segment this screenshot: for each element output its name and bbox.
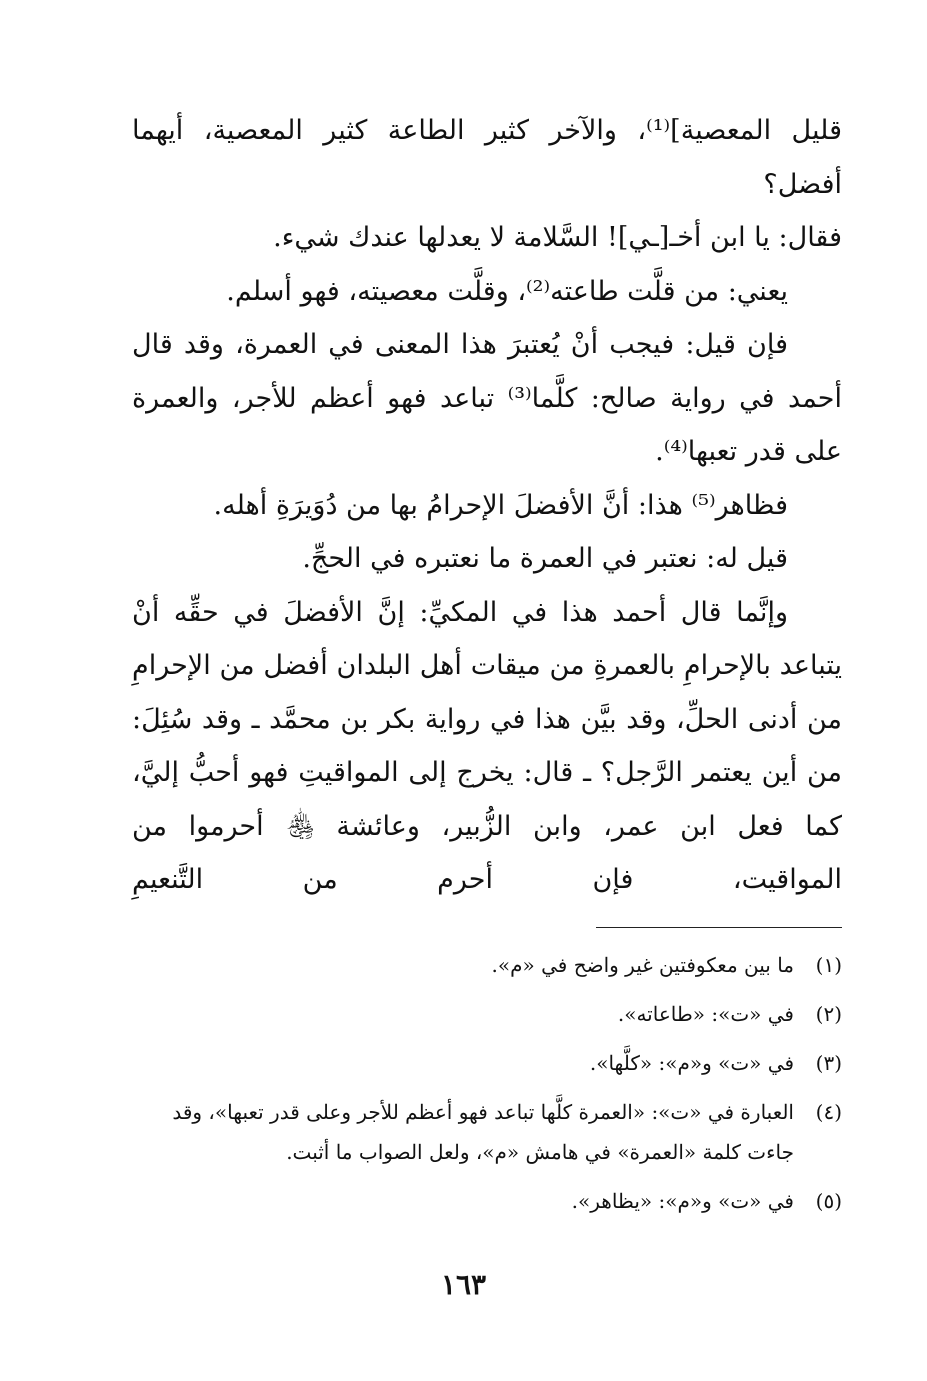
footnote-text: ما بين معكوفتين غير واضح في «م». [491, 953, 794, 977]
paragraph-5: فظاهر⁽⁵⁾ هذا: أنَّ الأفضلَ الإحرامُ بها من دُوَيرَةِ أهله. [213, 489, 788, 521]
footnote-number: (٢) [815, 1002, 842, 1026]
footnote-number: (٣) [815, 1051, 842, 1075]
footnote-text: في «ت»: «طاعاته». [617, 1002, 794, 1026]
main-text [132, 104, 842, 907]
footnote-number: (٥) [815, 1189, 842, 1213]
paragraph-1: قليل المعصية]⁽¹⁾، والآخر كثير الطاعة كثير المعصية، أيهما أفضل؟ [132, 115, 842, 200]
footnote-divider [596, 927, 842, 928]
paragraph-2: فقال: يا ابن أخـ[ـي]! السَّلامة لا يعدلها عندك شيء. [273, 222, 842, 253]
footnote-text: في «ت» و«م»: «كلَّها». [589, 1051, 794, 1075]
footnote-text: في «ت» و«م»: «يظاهر». [571, 1189, 794, 1213]
paragraph-4: فإن قيل: فيجب أنْ يُعتبرَ هذا المعنى في العمرة، وقد قال أحمد في رواية صالح: كلَّما⁽³⁾ تباعد فهو أعظم للأجر، والعمرة على قدر تعبها⁽⁴⁾. [132, 329, 842, 467]
footnote-text: العبارة في «ت»: «العمرة كلَّها تباعد فهو أعظم للأجر وعلى قدر تعبها»، وقد جاءت كلمة «العمرة» في هامش «م»، ولعل الصواب ما أثبت. [172, 1100, 794, 1164]
footnote-5 [132, 1181, 842, 1221]
footnotes [132, 945, 842, 1230]
paragraph-6: قيل له: نعتبر في العمرة ما نعتبره في الحجِّ. [302, 543, 788, 574]
footnote-number: (٤) [815, 1100, 842, 1124]
footnote-number: (١) [815, 953, 842, 977]
footnote-2 [132, 994, 842, 1034]
footnote-3 [132, 1043, 842, 1083]
footnote-1 [132, 945, 842, 985]
page-number: ١٦٣ [440, 1268, 487, 1301]
footnote-4 [132, 1092, 842, 1172]
paragraph-3: يعني: من قلَّت طاعته⁽²⁾، وقلَّت معصيته، فهو أسلم. [226, 275, 788, 307]
paragraph-7: وإنَّما قال أحمد هذا في المكيِّ: إنَّ الأفضلَ في حقِّه أنْ يتباعد بالإحرامِ بالعمرةِ من ميقات أهل البلدان أفضل من الإحرامِ من أدنى الحلِّ، وقد بيَّن هذا في رواية بكر بن محمَّد ـ وقد سُئِلَ: من أين يعتمر الرَّجل؟ ـ قال: يخرج إلى المواقيتِ فهو أحبُّ إليَّ، كما فعل ابن عمر، وابن الزُّبير، وعائشة ﵃ أحرموا من المواقيت، فإن أحرم من التَّنعيمِ [132, 596, 842, 895]
